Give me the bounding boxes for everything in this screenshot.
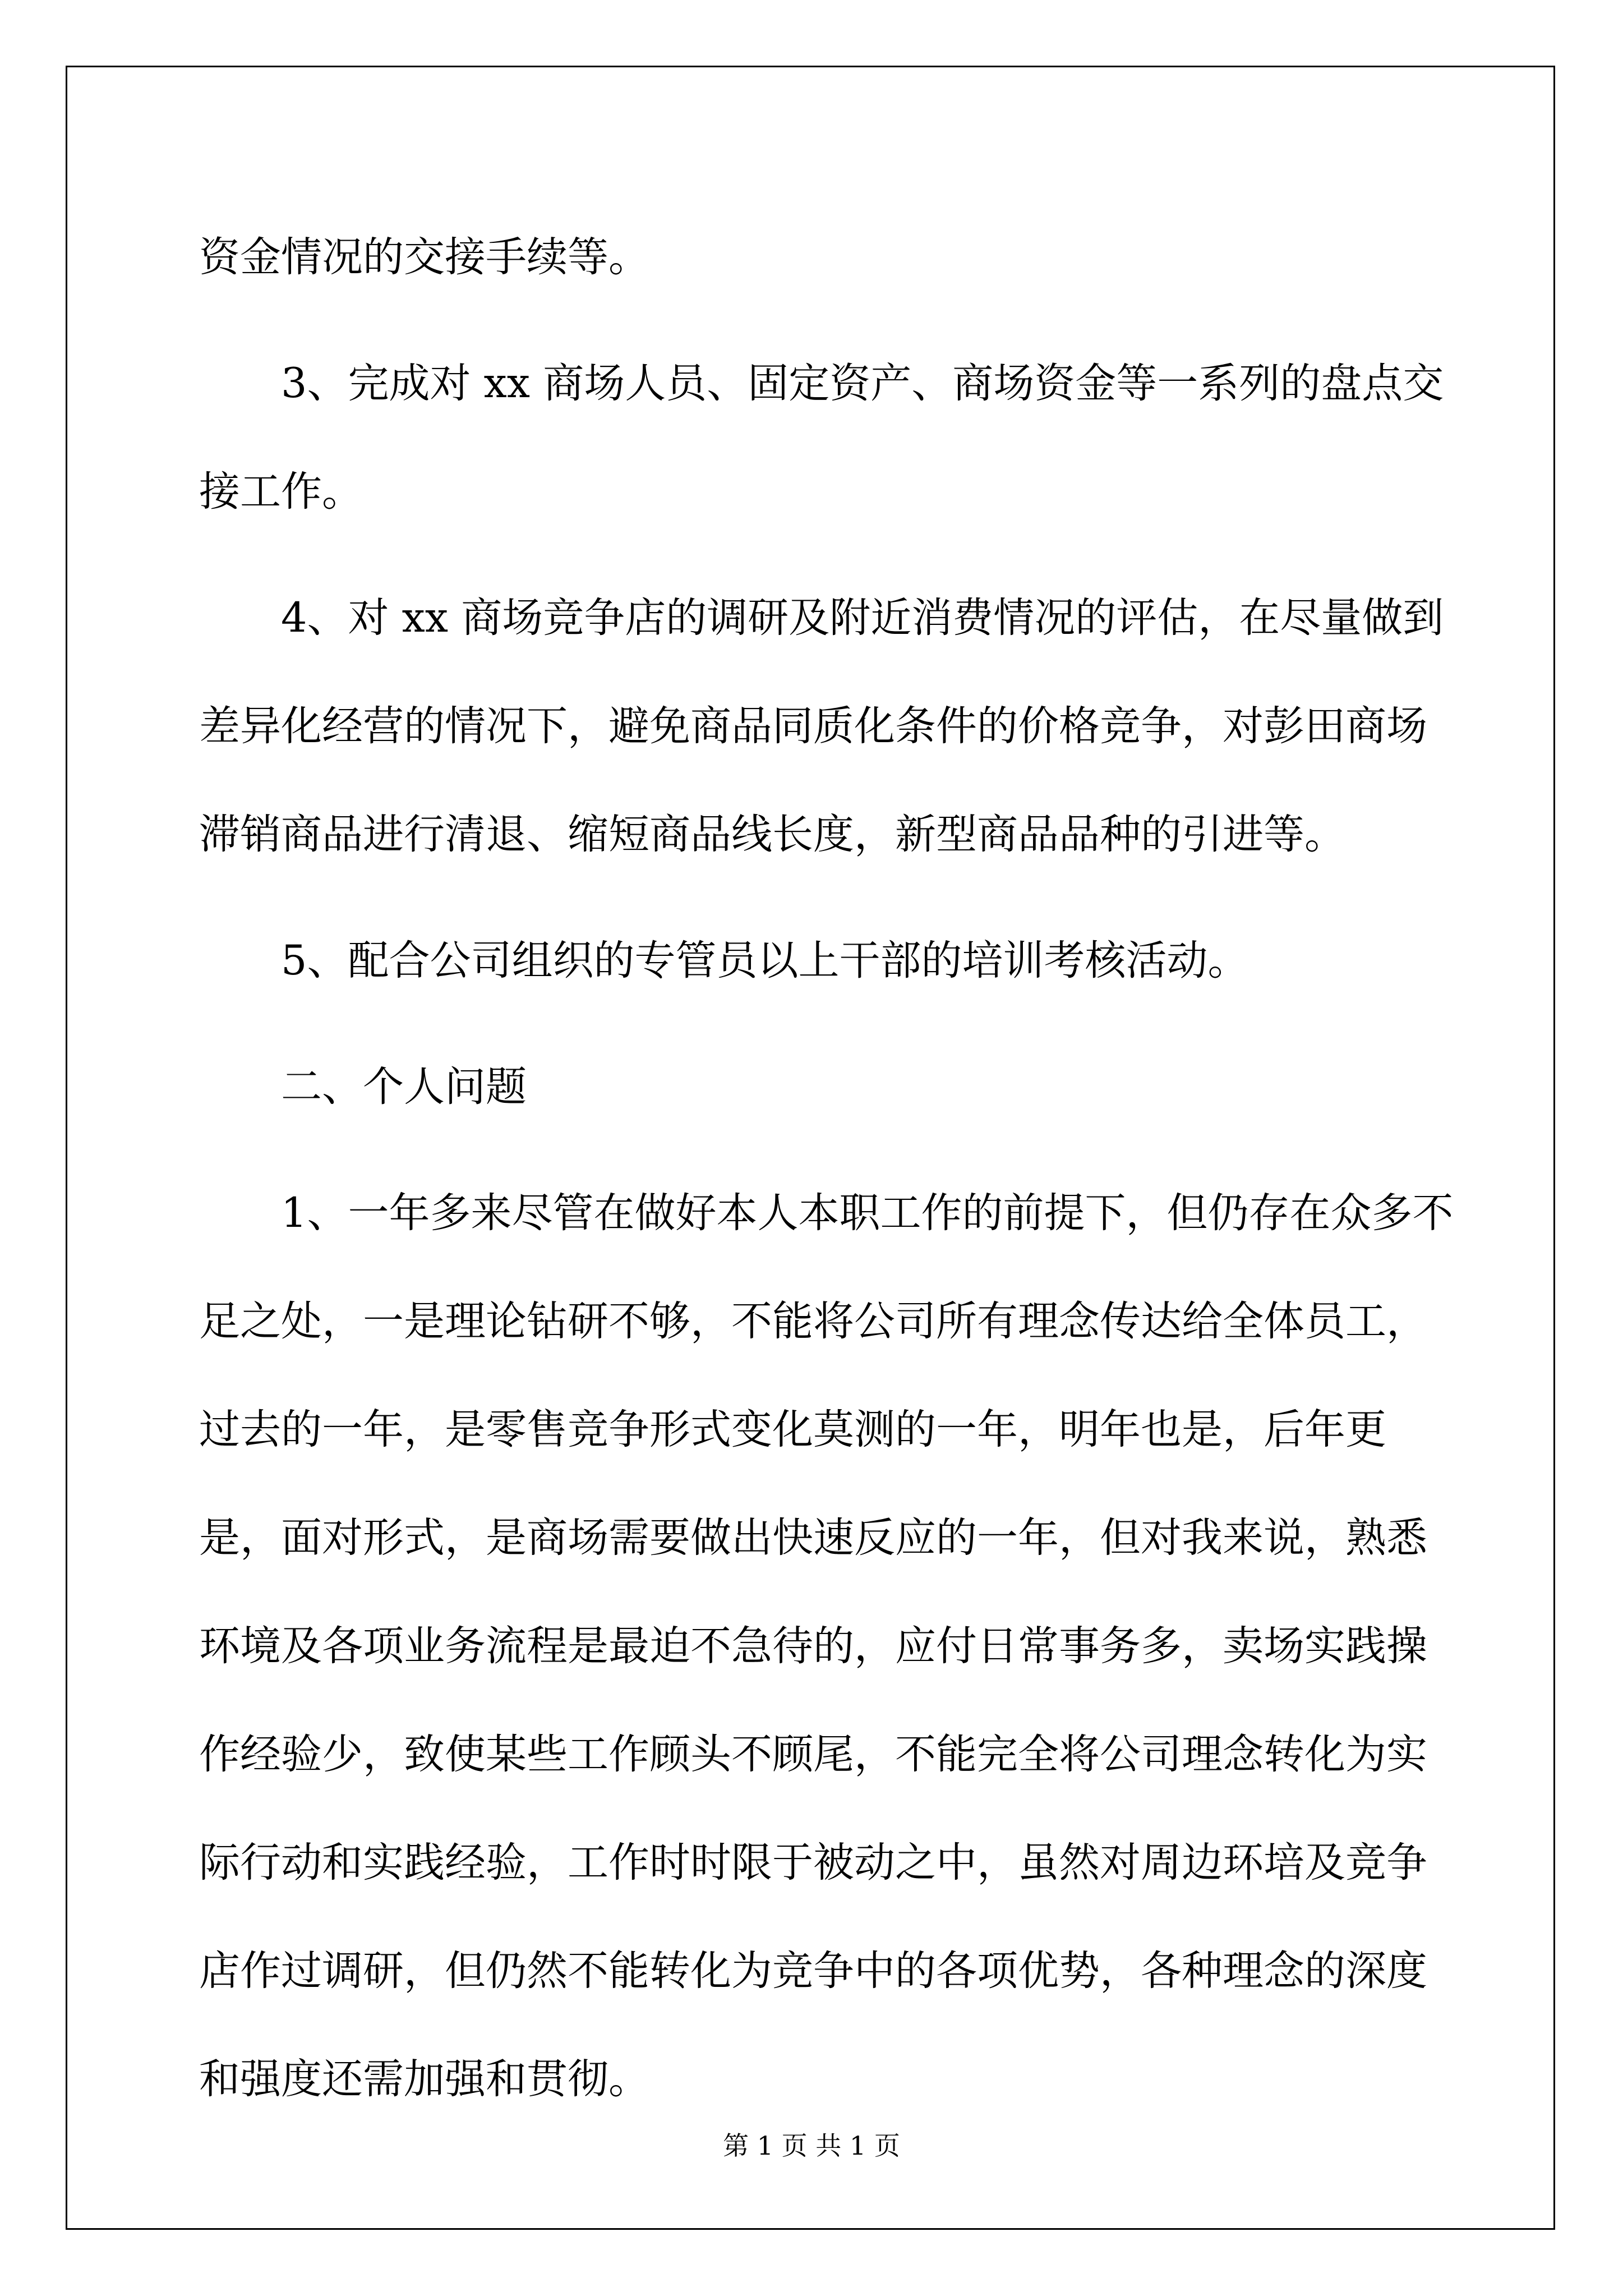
paragraph-item-5: 5、配合公司组织的专管员以上干部的培训考核活动。 xyxy=(281,937,1249,984)
document-body xyxy=(199,203,1467,2151)
section-heading-personal-issues: 二、个人问题 xyxy=(281,1063,527,1111)
paragraph-item-4: 4、对 xx 商场竞争店的调研及附近消费情况的评估，在尽量做到差异化经营的情况下，避免商品同质化条件的价格竞争，对彭田商场滞销商品进行清退、缩短商品线长度，新型商品品种的引进等。 xyxy=(199,594,1444,858)
paragraph-item-3: 3、完成对 xx 商场人员、固定资产、商场资金等一系列的盘点交接工作。 xyxy=(199,360,1444,516)
paragraph-continuation: 资金情况的交接手续等。 xyxy=(199,233,649,281)
page-footer: 第 1 页 共 1 页 xyxy=(723,2131,900,2161)
paragraph-issue-1: 1、一年多来尽管在做好本人本职工作的前提下，但仍存在众多不足之处，一是理论钻研不够，不能将公司所有理念传达给全体员工，过去的一年，是零售竞争形式变化莫测的一年，明年也是，后年更是，面对形式，是商场需要做出快速反应的一年，但对我来说，熟悉环境及各项业务流程是最迫不急待的，应付日常事务多，卖场实践操作经验少，致使某些工作顾头不顾尾，不能完全将公司理念转化为实际行动和实践经验，工作时时限于被动之中，虽然对周边环培及竞争店作过调研，但仍然不能转化为竞争中的各项优势，各种理念的深度和强度还需加强和贯彻。 xyxy=(199,1189,1454,2103)
